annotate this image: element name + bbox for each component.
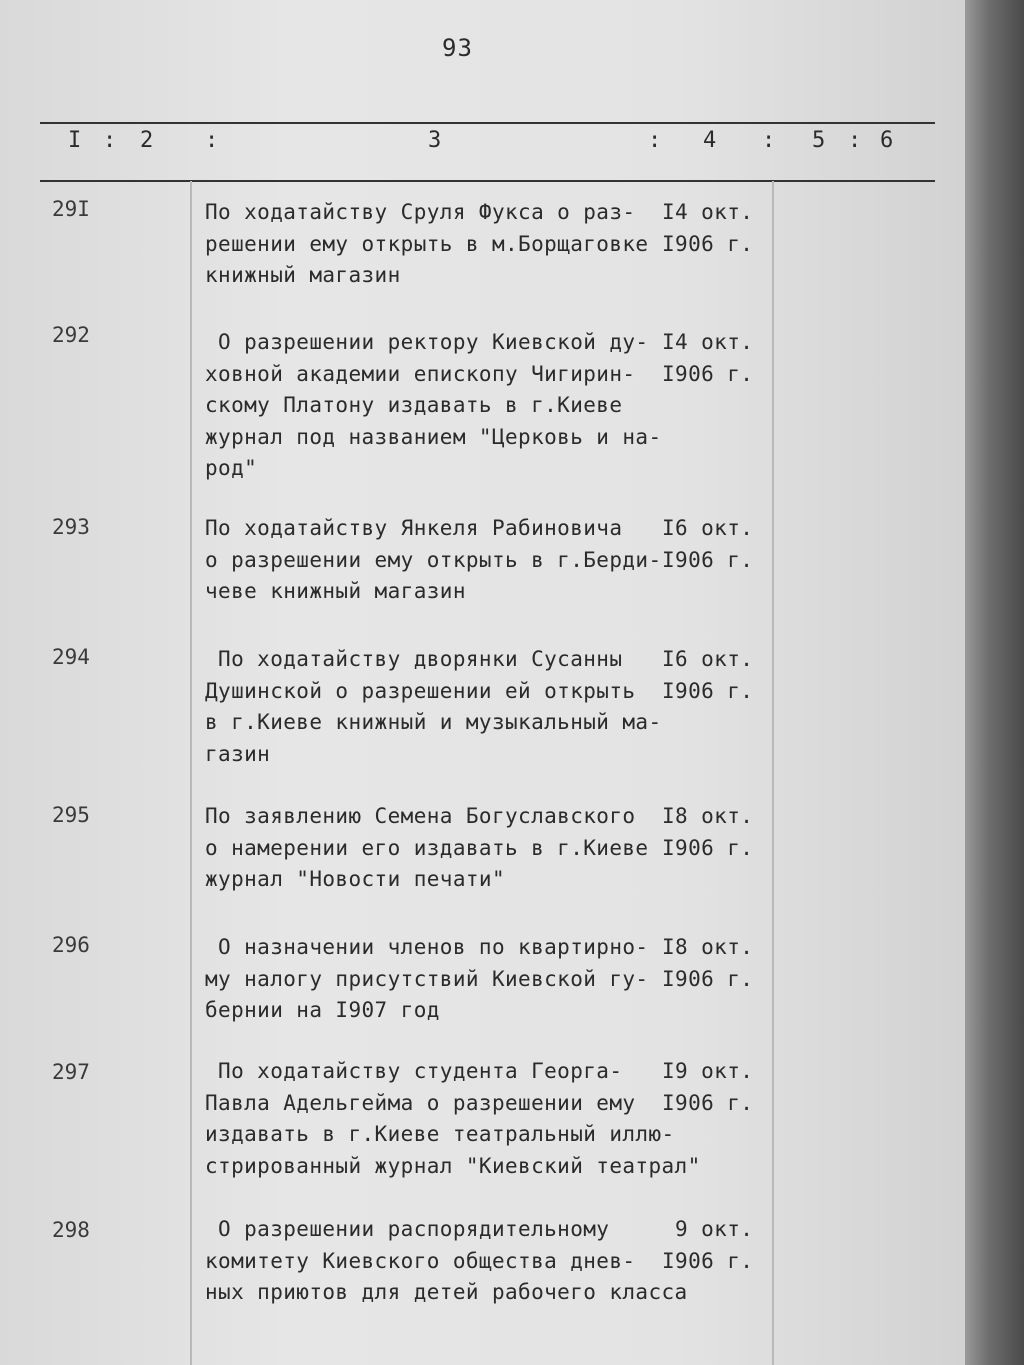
entry-number: 297	[52, 1060, 90, 1084]
header-col-5: 5	[812, 128, 826, 153]
entry-date: I8 окт. I906 г.	[662, 804, 754, 860]
entry-description: О разрешении ректору Киевской ду- ховной академии епископу Чигирин- скому Платону издавать в г.Киеве журнал под названием "Церковь и на- род"	[205, 330, 662, 480]
entry-number: 29I	[52, 197, 90, 221]
binder-edge	[965, 0, 1024, 1365]
entry-number: 293	[52, 515, 90, 539]
entry-description: По ходатайству дворянки Сусанны Душинской о разрешении ей открыть в г.Киеве книжный и музыкальный ма- газин	[205, 647, 662, 766]
entry-number: 296	[52, 933, 90, 957]
entry-date: I6 окт. I906 г.	[662, 516, 754, 572]
entry-number: 298	[52, 1218, 90, 1242]
header-col-4: 4	[703, 128, 717, 153]
entry-description: По ходатайству студента Георга- Павла Адельгейма о разрешении ему издавать в г.Киеве театральный иллю- стрированный журнал "Киевский театрал"	[205, 1059, 701, 1178]
header-top-rule	[40, 122, 935, 124]
header-col-2: 2	[140, 128, 154, 153]
column-divider-right	[772, 181, 774, 1365]
entry-date: I6 окт. I906 г.	[662, 647, 754, 703]
header-bottom-rule	[40, 180, 935, 182]
entry-date: I4 окт. I906 г.	[662, 330, 754, 386]
header-col-3: 3	[428, 128, 442, 153]
entry-date: I9 окт. I906 г.	[662, 1059, 754, 1115]
entry-description: По ходатайству Сруля Фукса о раз- решении ему открыть в м.Борщаговке книжный магазин	[205, 200, 649, 287]
header-col-1: I	[68, 128, 82, 153]
entry-number: 294	[52, 645, 90, 669]
entry-number: 295	[52, 803, 90, 827]
header-col-6: 6	[880, 128, 894, 153]
entry-description: По ходатайству Янкеля Рабиновича о разрешении ему открыть в г.Берди- чеве книжный магазин	[205, 516, 662, 603]
entry-date: 9 окт. I906 г.	[662, 1217, 754, 1273]
entry-date: I8 окт. I906 г.	[662, 935, 754, 991]
entry-description: О разрешении распорядительному комитету Киевского общества днев- ных приютов для детей рабочего класса	[205, 1217, 688, 1304]
header-sep-5: :	[848, 128, 862, 153]
entry-date: I4 окт. I906 г.	[662, 200, 754, 256]
header-sep-1: :	[103, 128, 117, 153]
entry-number: 292	[52, 323, 90, 347]
column-divider-left	[190, 181, 192, 1365]
header-sep-3: :	[648, 128, 662, 153]
entry-description: По заявлению Семена Богуславского о намерении его издавать в г.Киеве журнал "Новости печати"	[205, 804, 649, 891]
header-sep-4: :	[762, 128, 776, 153]
header-sep-2: :	[205, 128, 219, 153]
page-number: 93	[442, 34, 473, 62]
entry-description: О назначении членов по квартирно- му налогу присутствий Киевской гу- бернии на I907 год	[205, 935, 649, 1022]
